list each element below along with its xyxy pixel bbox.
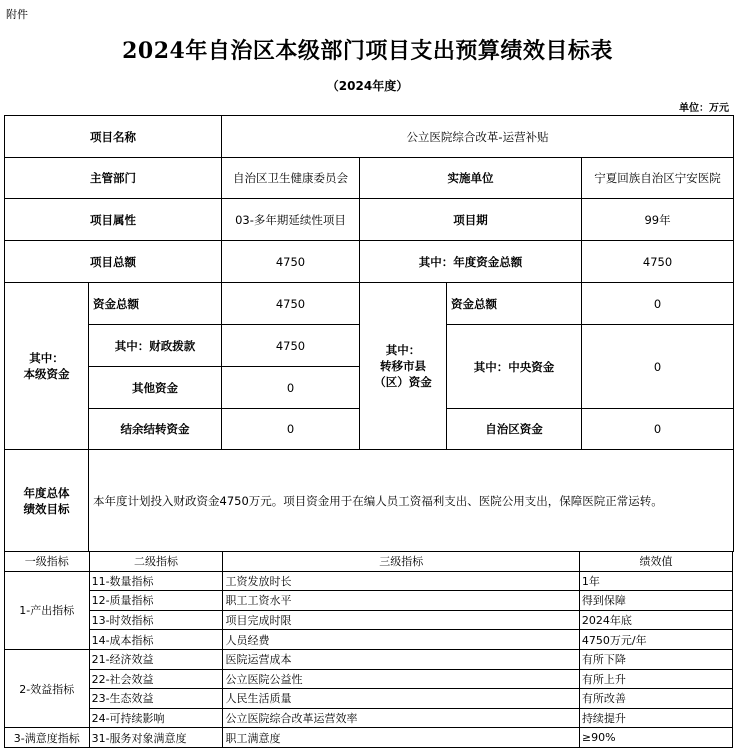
indicator-value: 2024年底 [579, 610, 732, 630]
indicator-value: 持续提升 [579, 708, 732, 728]
table-row [5, 728, 733, 748]
fiscal-label: 其中：财政拨款 [89, 325, 222, 367]
level1-indicator: 2-效益指标 [5, 649, 90, 727]
local-funds-label-1: 其中： [29, 351, 64, 365]
other-value: 0 [222, 367, 360, 409]
level2-indicator: 13-时效指标 [89, 610, 223, 630]
indicator-value: ≥90% [579, 728, 732, 748]
level3-indicator: 公立医院综合改革运营效率 [223, 708, 579, 728]
goal-text: 本年度计划投入财政资金4750万元。项目资金用于在编人员工资福利支出、医院公用支出，保障医院正常运转。 [89, 450, 734, 552]
indicator-value: 有所上升 [579, 669, 732, 689]
level3-indicator: 医院运营成本 [223, 649, 579, 669]
level2-indicator: 23-生态效益 [89, 689, 223, 709]
table-row [5, 708, 733, 728]
level2-indicator: 21-经济效益 [89, 649, 223, 669]
transfer-total-label: 资金总额 [447, 283, 582, 325]
table-row [5, 669, 733, 689]
central-label: 其中：中央资金 [447, 325, 582, 409]
fiscal-value: 4750 [222, 325, 360, 367]
level1-header: 一级指标 [5, 552, 90, 572]
impl-value: 宁夏回族自治区宁安医院 [582, 158, 734, 199]
unit-label: 单位：万元 [679, 103, 729, 114]
year-label: （2024年度） [326, 79, 409, 93]
dept-value: 自治区卫生健康委员会 [222, 158, 360, 199]
project-info-table [4, 115, 734, 552]
level3-indicator: 职工满意度 [223, 728, 579, 748]
transfer-funds-label-2: 转移市县 [380, 359, 426, 373]
table-row [5, 689, 733, 709]
project-name-value: 公立医院综合改革-运营补贴 [222, 116, 734, 158]
indicators-table [4, 551, 733, 748]
indicators-header-row [5, 552, 733, 572]
level3-indicator: 人民生活质量 [223, 689, 579, 709]
local-total-label: 资金总额 [89, 283, 222, 325]
value-header: 绩效值 [579, 552, 732, 572]
level3-indicator: 公立医院公益性 [223, 669, 579, 689]
level2-header: 二级指标 [89, 552, 223, 572]
project-name-label: 项目名称 [5, 116, 222, 158]
transfer-total-value: 0 [582, 283, 734, 325]
level2-indicator: 31-服务对象满意度 [89, 728, 223, 748]
table-row [5, 649, 733, 669]
table-row [5, 630, 733, 650]
level2-indicator: 11-数量指标 [89, 571, 223, 591]
dept-label: 主管部门 [5, 158, 222, 199]
level2-indicator: 24-可持续影响 [89, 708, 223, 728]
level3-header: 三级指标 [223, 552, 579, 572]
page-title: 2024年自治区本级部门项目支出预算绩效目标表 [122, 38, 613, 64]
transfer-funds-label [360, 283, 447, 450]
annual-label: 其中：年度资金总额 [360, 241, 582, 283]
goal-label [5, 450, 89, 552]
annual-value: 4750 [582, 241, 734, 283]
indicator-value: 有所改善 [579, 689, 732, 709]
goal-label-1: 年度总体 [23, 485, 70, 500]
carry-label: 结余结转资金 [89, 409, 222, 450]
level1-indicator: 3-满意度指标 [5, 728, 90, 748]
local-total-value: 4750 [222, 283, 360, 325]
period-value: 99年 [582, 199, 734, 241]
level3-indicator: 项目完成时限 [223, 610, 579, 630]
transfer-funds-label-1: 其中： [385, 343, 421, 357]
table-row [5, 610, 733, 630]
region-value: 0 [582, 409, 734, 450]
table-row [5, 571, 733, 591]
carry-value: 0 [222, 409, 360, 450]
local-funds-label [5, 283, 89, 450]
level3-indicator: 职工工资水平 [223, 591, 579, 611]
level2-indicator: 22-社会效益 [89, 669, 223, 689]
level1-indicator: 1-产出指标 [5, 571, 90, 649]
region-label: 自治区资金 [447, 409, 582, 450]
indicator-value: 4750万元/年 [579, 630, 732, 650]
level3-indicator: 工资发放时长 [223, 571, 579, 591]
table-row [5, 591, 733, 611]
attachment-label: 附件 [6, 8, 28, 21]
attr-value: 03-多年期延续性项目 [222, 199, 360, 241]
attr-label: 项目属性 [5, 199, 222, 241]
level2-indicator: 14-成本指标 [89, 630, 223, 650]
period-label: 项目期 [360, 199, 582, 241]
impl-label: 实施单位 [360, 158, 582, 199]
goal-label-2: 绩效目标 [23, 501, 70, 516]
total-value: 4750 [222, 241, 360, 283]
indicator-value: 有所下降 [579, 649, 732, 669]
indicator-value: 得到保障 [579, 591, 732, 611]
other-label: 其他资金 [89, 367, 222, 409]
level2-indicator: 12-质量指标 [89, 591, 223, 611]
local-funds-label-2: 本级资金 [23, 367, 70, 381]
central-value: 0 [582, 325, 734, 409]
transfer-funds-label-3: （区）资金 [374, 375, 432, 389]
indicator-value: 1年 [579, 571, 732, 591]
level3-indicator: 人员经费 [223, 630, 579, 650]
total-label: 项目总额 [5, 241, 222, 283]
